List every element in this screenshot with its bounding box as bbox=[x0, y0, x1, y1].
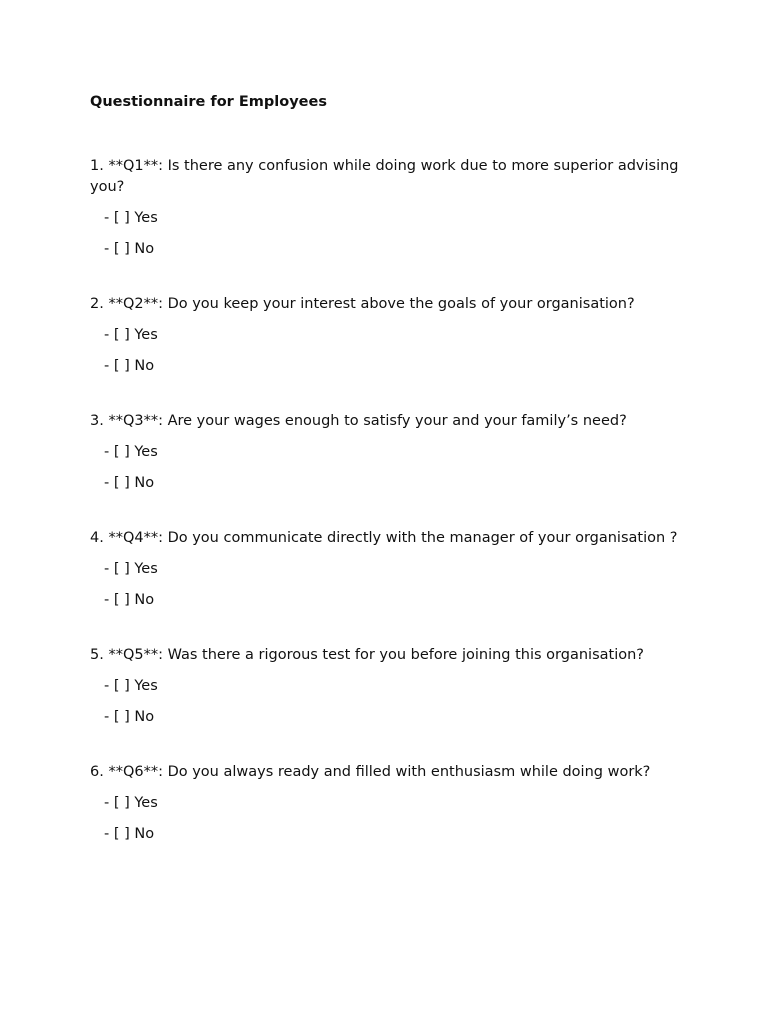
document-page bbox=[90, 92, 690, 879]
option-no: - [ ] No bbox=[104, 826, 155, 842]
option-yes: - [ ] Yes bbox=[104, 210, 158, 226]
question-1 bbox=[90, 156, 690, 260]
option-no: - [ ] No bbox=[104, 592, 155, 608]
question-text: 2. **Q2**: Do you keep your interest above the goals of your organisation? bbox=[90, 296, 635, 312]
option-yes: - [ ] Yes bbox=[104, 561, 158, 577]
question-text: 6. **Q6**: Do you always ready and filled with enthusiasm while doing work? bbox=[90, 764, 651, 780]
option-no: - [ ] No bbox=[104, 358, 155, 374]
option-no: - [ ] No bbox=[104, 709, 155, 725]
question-text: 5. **Q5**: Was there a rigorous test for you before joining this organisation? bbox=[90, 647, 644, 663]
question-text: 1. **Q1**: Is there any confusion while doing work due to more superior advising you? bbox=[90, 158, 679, 195]
question-text: 4. **Q4**: Do you communicate directly with the manager of your organisation ? bbox=[90, 530, 678, 546]
question-4 bbox=[90, 528, 690, 611]
option-no: - [ ] No bbox=[104, 241, 155, 257]
question-3 bbox=[90, 411, 690, 494]
option-yes: - [ ] Yes bbox=[104, 327, 158, 343]
option-no: - [ ] No bbox=[104, 475, 155, 491]
question-5 bbox=[90, 645, 690, 728]
option-yes: - [ ] Yes bbox=[104, 795, 158, 811]
question-text: 3. **Q3**: Are your wages enough to satisfy your and your family’s need? bbox=[90, 413, 627, 429]
option-yes: - [ ] Yes bbox=[104, 678, 158, 694]
question-6 bbox=[90, 762, 690, 845]
option-yes: - [ ] Yes bbox=[104, 444, 158, 460]
question-2 bbox=[90, 294, 690, 377]
document-title: Questionnaire for Employees bbox=[90, 94, 327, 110]
